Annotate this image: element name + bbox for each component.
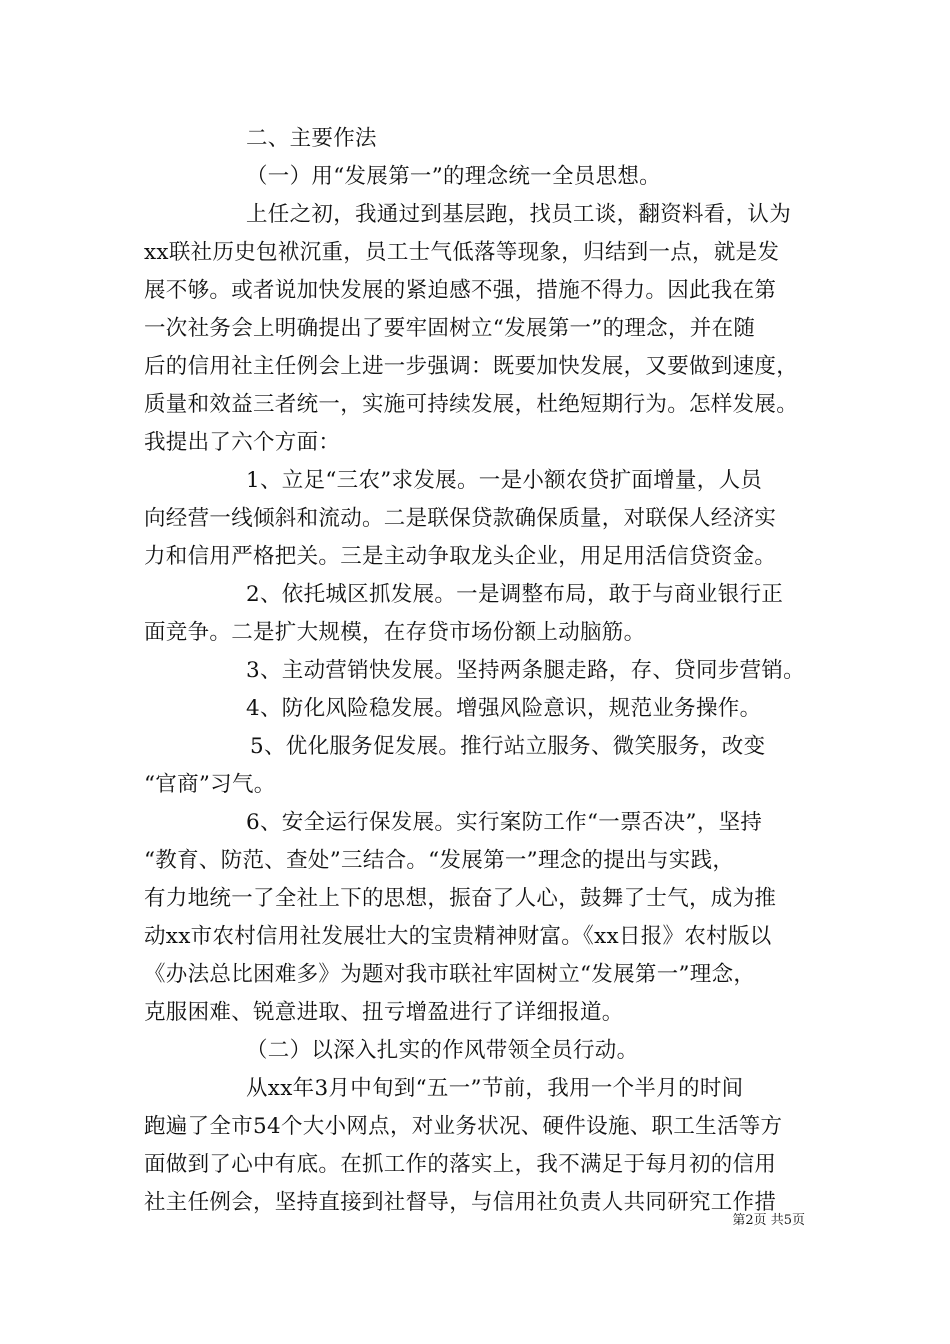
- text-line: 1、立足“三农”求发展。一是小额农贷扩面增量，人员: [246, 468, 763, 493]
- text-line: 展不够。或者说加快发展的紧迫感不强，措施不得力。因此我在第: [144, 278, 777, 303]
- text-line: 5、优化服务促发展。推行站立服务、微笑服务，改变: [250, 734, 766, 759]
- text-line: “教育、防范、查处”三结合。“发展第一”理念的提出与实践，: [144, 848, 735, 873]
- text-line: 面竞争。二是扩大规模，在存贷市场份额上动脑筋。: [144, 620, 646, 645]
- text-line: 3、主动营销快发展。坚持两条腿走路，存、贷同步营销。: [246, 658, 805, 683]
- text-line: 有力地统一了全社上下的思想，振奋了人心，鼓舞了士气，成为推: [144, 886, 777, 911]
- text-line: 力和信用严格把关。三是主动争取龙头企业，用足用活信贷资金。: [144, 544, 777, 569]
- text-line: 向经营一线倾斜和流动。二是联保贷款确保质量，对联保人经济实: [144, 506, 777, 531]
- text-line: xx联社历史包袱沉重，员工士气低落等现象，归结到一点，就是发: [144, 240, 780, 265]
- text-line: 上任之初，我通过到基层跑，找员工谈，翻资料看，认为: [246, 202, 792, 227]
- text-line: 2、依托城区抓发展。一是调整布局，敢于与商业银行正: [246, 582, 784, 607]
- text-line: 4、防化风险稳发展。增强风险意识，规范业务操作。: [246, 696, 762, 721]
- text-line: （二）以深入扎实的作风带领全员行动。: [246, 1038, 639, 1063]
- text-line: 克服困难、锐意进取、扭亏增盈进行了详细报道。: [144, 1000, 624, 1025]
- text-line: 面做到了心中有底。在抓工作的落实上，我不满足于每月初的信用: [144, 1152, 777, 1177]
- text-line: 动xx市农村信用社发展壮大的宝贵精神财富。《xx日报》农村版以: [144, 924, 772, 949]
- text-line: “官商”习气。: [144, 772, 276, 797]
- text-line: 《办法总比困难多》为题对我市联社牢固树立“发展第一”理念，: [144, 962, 756, 987]
- text-line: 从xx年3月中旬到“五一”节前，我用一个半月的时间: [246, 1076, 744, 1101]
- page-number-footer: 第2页 共5页: [732, 1213, 805, 1228]
- text-line: 我提出了六个方面：: [144, 430, 341, 455]
- text-line: 6、安全运行保发展。实行案防工作“一票否决”，坚持: [246, 810, 763, 835]
- text-line: 二、主要作法: [246, 126, 377, 151]
- text-line: 社主任例会，坚持直接到社督导，与信用社负责人共同研究工作措: [144, 1190, 777, 1215]
- text-line: 质量和效益三者统一，实施可持续发展，杜绝短期行为。怎样发展。: [144, 392, 799, 417]
- text-line: 一次社务会上明确提出了要牢固树立“发展第一”的理念，并在随: [144, 316, 756, 341]
- text-line: 跑遍了全市54个大小网点，对业务状况、硬件设施、职工生活等方: [144, 1114, 783, 1139]
- text-line: 后的信用社主任例会上进一步强调：既要加快发展，又要做到速度，: [144, 354, 799, 379]
- text-line: （一）用“发展第一”的理念统一全员思想。: [246, 164, 661, 189]
